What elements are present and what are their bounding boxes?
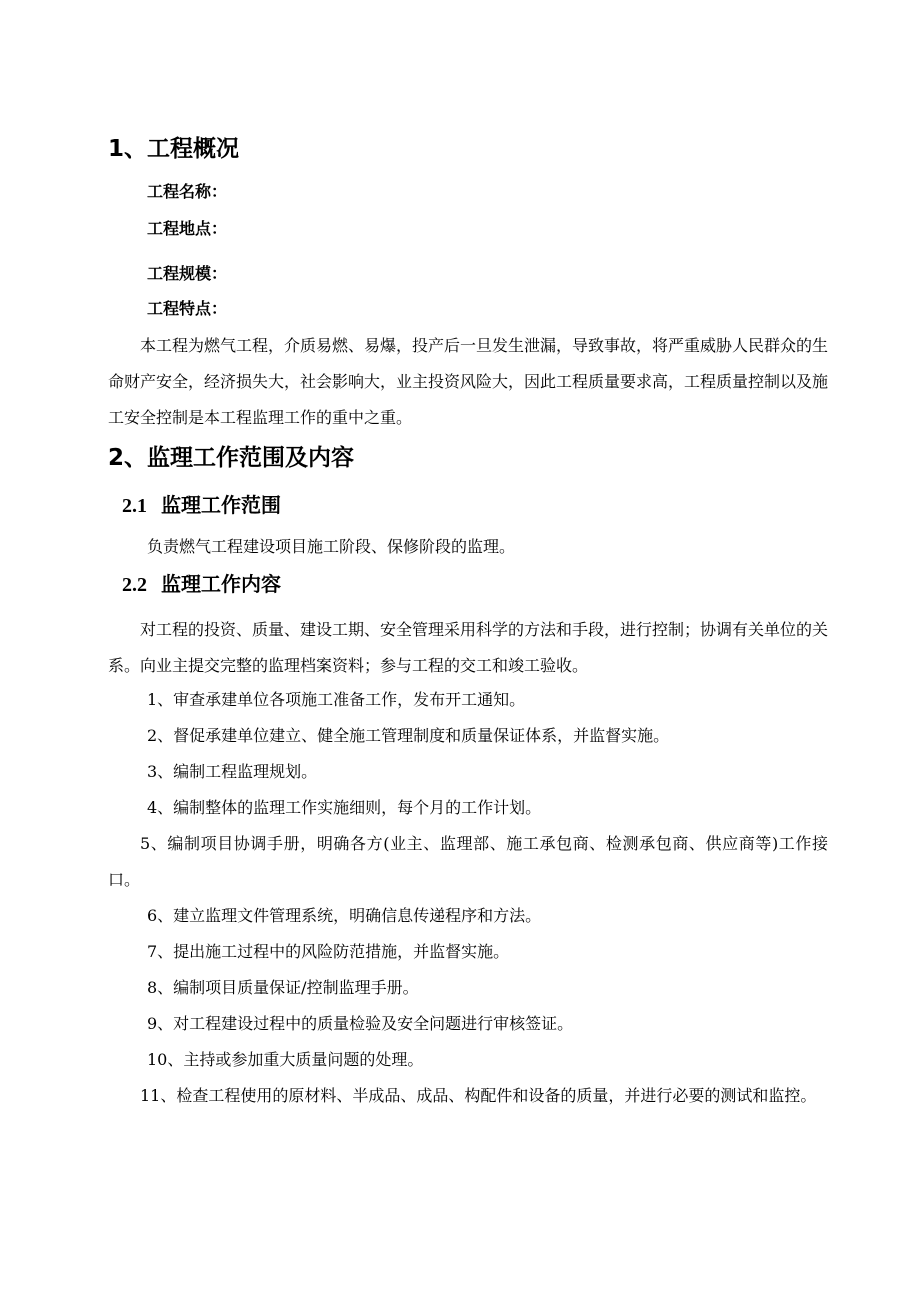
field-project-name: 工程名称： [147, 182, 228, 201]
section-2-1-heading [122, 491, 281, 520]
section-2-1-paragraph: 负责燃气工程建设项目施工阶段、保修阶段的监理。 [147, 537, 516, 556]
list-item: 3、编制工程监理规划。 [147, 762, 318, 781]
list-item: 7、提出施工过程中的风险防范措施，并监督实施。 [147, 942, 510, 961]
section-2-2-number: 2.2 [122, 574, 147, 596]
list-item: 1、审查承建单位各项施工准备工作，发布开工通知。 [147, 690, 526, 709]
list-item: 5、编制项目协调手册，明确各方(业主、监理部、施工承包商、检测承包商、供应商等)工作接口。 [108, 834, 828, 889]
section-2-2-heading [122, 570, 281, 599]
field-project-features: 工程特点： [147, 299, 228, 318]
field-project-location: 工程地点： [147, 219, 228, 238]
section-2-1-title: 监理工作范围 [161, 493, 281, 517]
section-2-heading: 2、监理工作范围及内容 [108, 445, 355, 471]
list-item: 8、编制项目质量保证/控制监理手册。 [147, 978, 419, 997]
list-item: 10、主持或参加重大质量问题的处理。 [147, 1050, 424, 1069]
section-2-2-title: 监理工作内容 [161, 572, 281, 596]
list-item: 4、编制整体的监理工作实施细则，每个月的工作计划。 [147, 798, 542, 817]
section-2-1-number: 2.1 [122, 495, 147, 517]
project-features-paragraph: 本工程为燃气工程，介质易燃、易爆，投产后一旦发生泄漏，导致事故，将严重威胁人民群众的生命财产安全，经济损失大，社会影响大，业主投资风险大，因此工程质量要求高，工程质量控制以及施工安全控制是本工程监理工作的重中之重。 [108, 336, 829, 427]
list-item: 11、检查工程使用的原材料、半成品、成品、构配件和设备的质量，并进行必要的测试和监控。 [140, 1086, 817, 1105]
list-item: 2、督促承建单位建立、健全施工管理制度和质量保证体系，并监督实施。 [147, 726, 670, 745]
field-project-scale: 工程规模： [147, 264, 228, 283]
list-item: 6、建立监理文件管理系统，明确信息传递程序和方法。 [147, 906, 542, 925]
list-item: 9、对工程建设过程中的质量检验及安全问题进行审核签证。 [147, 1014, 574, 1033]
section-1-heading: 1、工程概况 [108, 136, 240, 162]
section-2-2-intro: 对工程的投资、质量、建设工期、安全管理采用科学的方法和手段，进行控制；协调有关单位的关系。向业主提交完整的监理档案资料；参与工程的交工和竣工验收。 [108, 620, 829, 675]
